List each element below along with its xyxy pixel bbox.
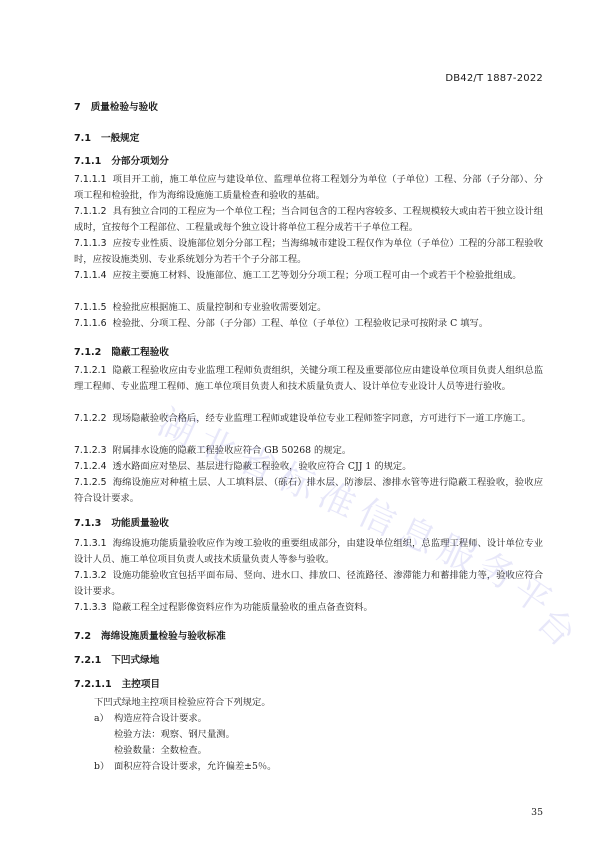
paragraph-7-1-3-2: 7.1.3.2 设施功能验收宜包括平面布局、竖向、进水口、排放口、径流路径、渗滞能力和蓄排能力等，验收应符合设计要求。 — [74, 570, 543, 597]
section-7-heading: 7 质量检验与验收 — [74, 102, 158, 113]
watermark-char: 标 — [271, 456, 322, 509]
intro-paragraph: 下凹式绿地主控项目检验应符合下列规定。 — [94, 697, 271, 708]
paragraph-7-1-3-1: 7.1.3.1 海绵设施功能质量验收应作为竣工验收的重要组成部分，由建设单位组织，总监理工程师、设计单位专业设计人员、施工单位项目负责人或技术质量负责人等参与验收。 — [74, 538, 543, 565]
list-item-a-method: 检验方法：观察、钢尺量测。 — [114, 729, 235, 740]
paragraph-7-1-1-6: 7.1.1.6 检验批、分项工程、分部（子分部）工程、单位（子单位）工程验收记录可按附录 C 填写。 — [74, 318, 489, 329]
paragraph-7-1-2-5: 7.1.2.5 海绵设施应对种植土层、人工填料层、（砾石）排水层、防渗层、渗排水管等进行隐蔽工程验收，验收应符合设计要求。 — [74, 477, 543, 504]
list-item-a: a） 构造应符合设计要求。 — [94, 713, 207, 724]
paragraph-7-1-2-3: 7.1.2.3 附属排水设施的隐蔽工程验收应符合 GB 50268 的规定。 — [74, 445, 352, 456]
watermark-char: 准 — [311, 474, 362, 527]
section-7-1-3-heading: 7.1.3 功能质量验收 — [74, 518, 169, 529]
paragraph-7-1-1-5: 7.1.1.5 检验批应根据施工、质量控制和专业验收需要划定。 — [74, 302, 327, 313]
watermark-char: 服 — [431, 528, 482, 581]
paragraph-7-1-2-2: 7.1.2.2 现场隐蔽验收合格后，经专业监理工程师或建设单位专业工程师签字同意，方可进行下一道工序施工。 — [74, 413, 531, 424]
watermark-char: 北 — [191, 420, 242, 473]
section-7-2-1-1-heading: 7.2.1.1 主控项目 — [74, 679, 161, 690]
watermark-char: 省 — [231, 438, 282, 491]
list-item-a-quantity: 检验数量：全数检查。 — [114, 745, 207, 756]
watermark-char: 信 — [351, 492, 402, 545]
paragraph-7-1-1-3: 7.1.1.3 应按专业性质、设施部位划分分部工程；当海绵城市建设工程仅作为单位（子单位）工程的分部工程验收时，应按设施类别、专业系统划分为若干个子分部工程。 — [74, 238, 543, 265]
watermark-char: 湖 — [151, 402, 202, 455]
standard-code: DB42/T 1887-2022 — [445, 73, 543, 84]
section-7-2-1-heading: 7.2.1 下凹式绿地 — [74, 655, 160, 666]
watermark-char: 务 — [471, 546, 522, 599]
section-7-1-heading: 7.1 一般规定 — [74, 133, 140, 144]
watermark-char: 息 — [391, 510, 442, 563]
section-7-2-heading: 7.2 海绵设施质量检验与验收标准 — [74, 631, 226, 642]
section-7-1-1-heading: 7.1.1 分部分项划分 — [74, 156, 169, 167]
paragraph-7-1-2-4: 7.1.2.4 透水路面应对垫层、基层进行隐蔽工程验收，验收应符合 CJJ 1 的规定。 — [74, 461, 412, 472]
page-number: 35 — [531, 807, 543, 818]
paragraph-7-1-3-3: 7.1.3.3 隐蔽工程全过程影像资料应作为功能质量验收的重点备查资料。 — [74, 602, 373, 613]
paragraph-7-1-1-4: 7.1.1.4 应按主要施工材料、设施部位、施工工艺等划分分项工程；分项工程可由一个或若干个检验批组成。 — [74, 270, 522, 281]
paragraph-7-1-1-1: 7.1.1.1 项目开工前，施工单位应与建设单位、监理单位将工程划分为单位（子单位）工程、分部（子分部）、分项工程和检验批，作为海绵设施施工质量检查和验收的基础。 — [74, 174, 543, 201]
paragraph-7-1-1-2: 7.1.1.2 具有独立合同的工程应为一个单位工程；当合同包含的工程内容较多、工程规模较大或由若干独立设计组成时，宜按每个工程部位、工程量或每个独立设计将单位工程分成若干子单位工程。 — [74, 206, 543, 233]
watermark-char: 台 — [528, 600, 584, 655]
paragraph-7-1-2-1: 7.1.2.1 隐蔽工程验收应由专业监理工程师负责组织，关键分项工程及重要部位应由建设单位项目负责人组织总监理工程师、专业监理工程师、施工单位项目负责人和技术质量负责人、设计单位专业设计人员等进行验收。 — [74, 365, 543, 392]
section-7-1-2-heading: 7.1.2 隐蔽工程验收 — [74, 347, 169, 358]
watermark-char: 平 — [504, 568, 558, 624]
list-item-b: b） 面积应符合设计要求，允许偏差±5％。 — [94, 761, 277, 772]
